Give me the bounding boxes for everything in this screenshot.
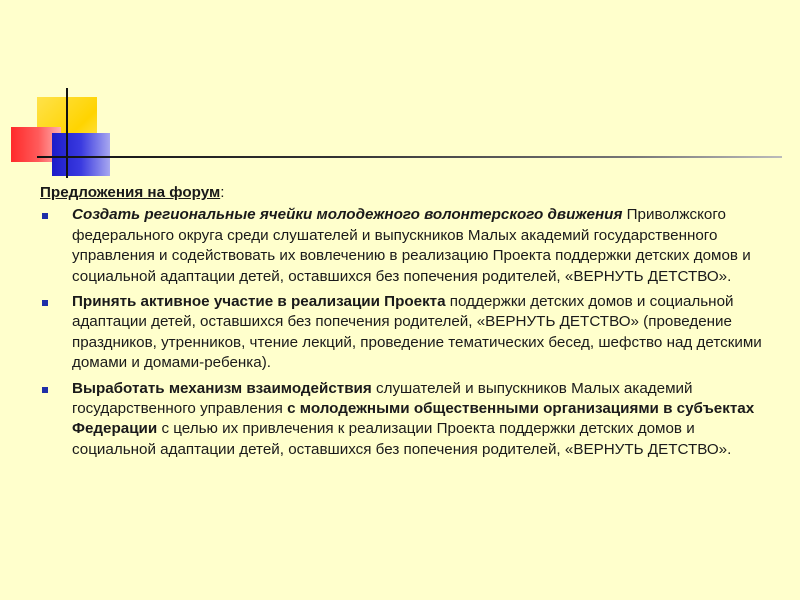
list-item [40,379,780,461]
proposals-heading: Предложения на форум [40,184,221,201]
item-text: с целью их привлечения к реализации Проекта поддержки детских домов и социальной адаптации детей, оставшихся без попечения родителей, «ВЕРНУТЬ ДЕТСТВО». [72,420,732,458]
item-bold-mid: с молодежными общественными организациями в субъектах Федерации [72,400,755,438]
bullet-square-icon [42,300,48,306]
proposals-list [40,205,780,460]
bullet-square-icon [42,387,48,393]
item-text: слушателей и выпускников Малых академий государственного управления [72,379,693,418]
decorative-horizontal-line [37,156,782,158]
heading-colon: : [220,184,225,201]
item-text: Приволжского федерального округа среди слушателей и выпускников Малых академий государственного управления и содействовать их вовлечению в реализацию Проекта поддержки детских домов и социальной адаптации детей, оставшихся без попечения родителей, «ВЕРНУТЬ ДЕТСТВО». [72,206,751,285]
decorative-blue-square [52,133,110,176]
item-text: поддержки детских домов и социальной адаптации детей, оставшихся без попечения родителей, «ВЕРНУТЬ ДЕТСТВО» (проведение праздников, утренников, чтение лекций, проведение тематических бесед, шефство над детскими домами и домами-ребенка). [72,293,762,372]
list-item [40,292,780,374]
item-bold-lead: Выработать механизм взаимодействия [72,379,372,397]
list-item [40,205,780,287]
slide-body [40,183,780,465]
decorative-vertical-line [66,88,68,178]
item-bold-lead: Создать региональные ячейки молодежного волонтерского движения [72,206,623,224]
proposals-heading-line [40,183,780,203]
bullet-square-icon [42,213,48,219]
item-bold-lead: Принять активное участие в реализации Проекта [72,293,446,311]
